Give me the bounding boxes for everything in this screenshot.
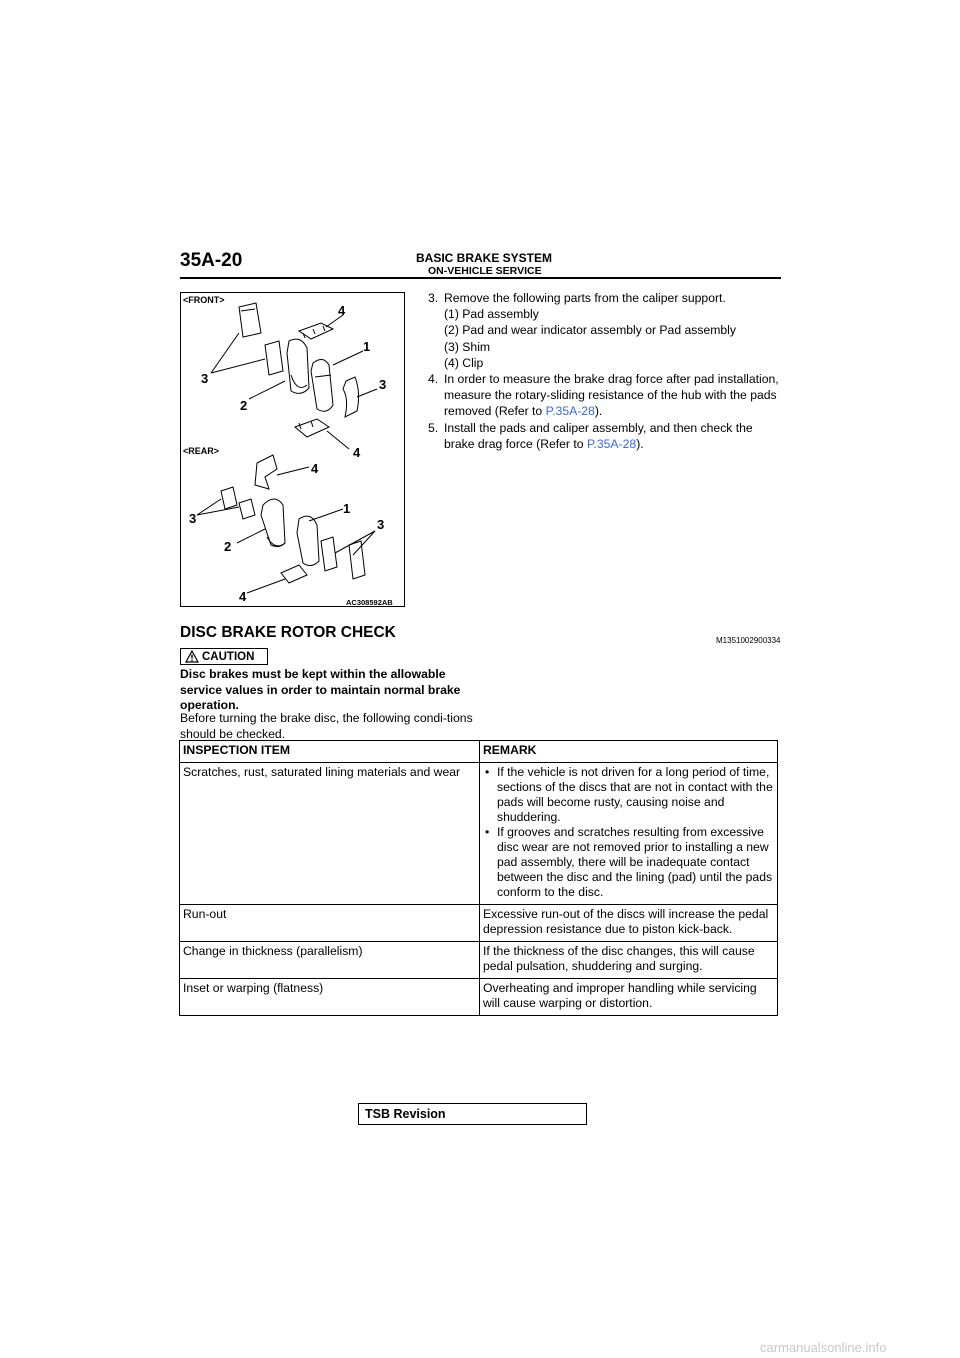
intro-text: Before turning the brake disc, the following condi-tions should be checked.: [180, 711, 473, 741]
clip-part: [255, 455, 277, 489]
page-number: 35A-20: [180, 250, 243, 271]
shim-part: [321, 537, 337, 571]
pad-part: [311, 359, 333, 411]
table-row: [180, 763, 778, 905]
inspection-table: [179, 740, 778, 1016]
pad-part: [261, 499, 285, 547]
remark-bullet: • If the vehicle is not driven for a long period of time, sections of the discs that are not in contact with the pads will become rusty, causing noise and shuddering.: [483, 765, 774, 825]
callout-1: 1: [363, 339, 371, 354]
callout-4: 4: [338, 303, 346, 318]
step-4: 4. In order to measure the brake drag force after pad installation, measure the rotary-sliding resistance of the hub with the pads removed (Refer to P.35A-28).: [428, 372, 779, 419]
callout-4: 4: [311, 461, 319, 476]
watermark: carmanualsonline.info: [760, 1340, 887, 1355]
remark: If the thickness of the disc changes, this will cause pedal pulsation, shuddering and surging.: [480, 942, 778, 979]
brake-pad-illustration: [181, 293, 406, 608]
remark-bullet: • If grooves and scratches resulting from excessive disc wear are not removed prior to installing a new pad assembly, there will be inadequate contact between the disc and the lining (pad) until the pads conform to the disc.: [483, 825, 774, 900]
inspection-item: Run-out: [180, 905, 480, 942]
callout-4: 4: [239, 589, 247, 604]
callout-2: 2: [240, 398, 248, 413]
inspection-item: Change in thickness (parallelism): [180, 942, 480, 979]
shim-part: [343, 377, 359, 417]
shim-part: [239, 499, 255, 519]
page-reference-link[interactable]: P.35A-28: [545, 404, 595, 419]
procedure-steps: [428, 290, 780, 452]
inspection-item: Scratches, rust, saturated lining materials and wear: [180, 763, 480, 905]
callout-2: 2: [224, 539, 232, 554]
rear-label: <REAR>: [183, 446, 220, 456]
section-title: BASIC BRAKE SYSTEM: [416, 251, 553, 265]
step-3: 3. Remove the following parts from the caliper support.: [428, 291, 726, 305]
table-row: [180, 979, 778, 1016]
header-rule: [180, 277, 781, 279]
table-header-row: [180, 741, 778, 763]
brake-pad-figure: [180, 292, 405, 607]
table-row: [180, 905, 778, 942]
step-5: 5. Install the pads and caliper assembly, and then check the brake drag force (Refer to P.35A-28).: [428, 420, 753, 451]
table-row: [180, 942, 778, 979]
substep: (4) Clip: [444, 355, 484, 370]
callout-3: 3: [379, 377, 387, 392]
callout-3: 3: [201, 371, 209, 386]
callout-4: 4: [353, 445, 361, 460]
clip-part: [281, 565, 307, 583]
substep: (1) Pad assembly: [444, 307, 539, 322]
column-header: INSPECTION ITEM: [180, 741, 480, 763]
section-heading: DISC BRAKE ROTOR CHECK: [180, 624, 396, 641]
shim-part: [239, 303, 261, 337]
substep: (2) Pad and wear indicator assembly or Pad assembly: [444, 323, 736, 338]
figure-code: AC308592AB: [346, 598, 393, 607]
section-subtitle: ON-VEHICLE SERVICE: [428, 265, 542, 277]
column-header: REMARK: [480, 741, 778, 763]
front-label: <FRONT>: [183, 295, 225, 305]
shim-part: [265, 341, 283, 375]
caution-label: CAUTION: [202, 651, 255, 663]
page-reference-link[interactable]: P.35A-28: [586, 436, 637, 451]
document-code: M1351002900334: [716, 636, 781, 645]
callout-3: 3: [377, 517, 385, 532]
tsb-revision-box: TSB Revision: [358, 1103, 587, 1125]
pad-part: [297, 516, 319, 565]
warning-icon: [185, 650, 199, 663]
caution-text: Disc brakes must be kept within the allowable service values in order to maintain normal brake operation.: [180, 667, 461, 712]
remark: [480, 763, 778, 905]
shim-part: [349, 541, 365, 579]
substep: (3) Shim: [444, 339, 491, 354]
remark: Overheating and improper handling while servicing will cause warping or distortion.: [480, 979, 778, 1016]
shim-part: [221, 487, 237, 509]
remark: Excessive run-out of the discs will increase the pedal depression resistance due to piston kick-back.: [480, 905, 778, 942]
clip-part: [295, 419, 329, 437]
callout-1: 1: [343, 501, 351, 516]
pad-part: [287, 339, 309, 393]
callout-3: 3: [189, 511, 197, 526]
inspection-item: Inset or warping (flatness): [180, 979, 480, 1016]
